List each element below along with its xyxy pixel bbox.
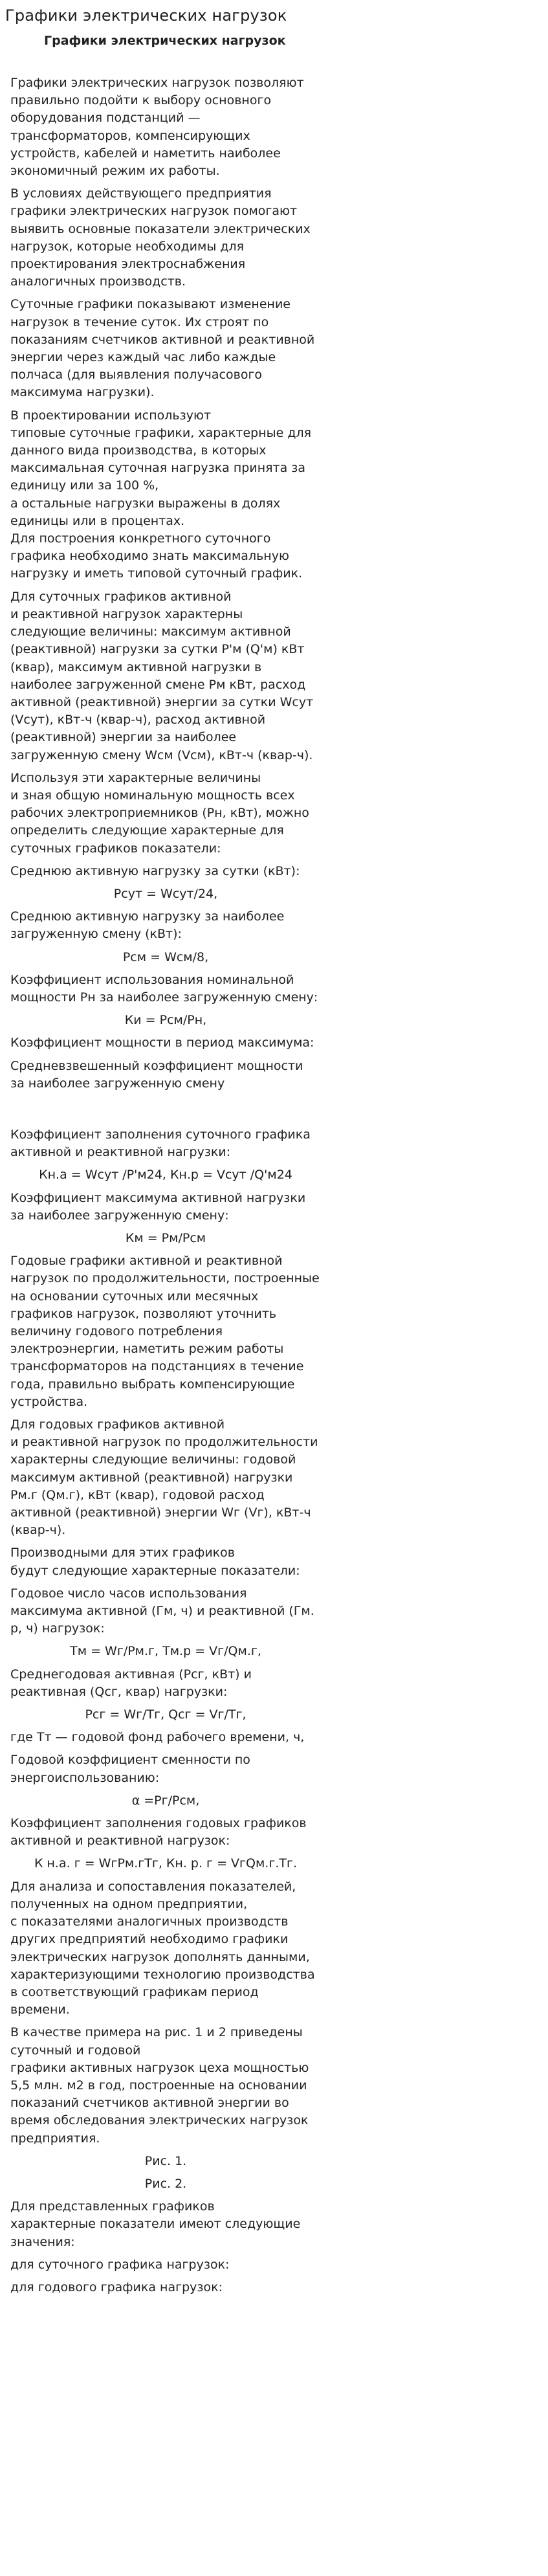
paragraph: Среднюю активную нагрузку за сутки (кВт): bbox=[10, 863, 300, 878]
paragraph: Производными для этих графиков будут следующие характерные показатели: bbox=[10, 1546, 300, 1578]
paragraph: Для анализа и сопоставления показателей, полученных на одном предприятии, с показателями аналогичных производств других предприятий необходимо графики электрических нагрузок дополнять данными, характеризующими технологию производства в соответствующий графикам период времени. bbox=[10, 1879, 315, 2017]
paragraph: Коэффициент максимума активной нагрузки за наиболее загруженную смену: bbox=[10, 1190, 306, 1223]
paragraph: Коэффициент мощности в период максимума: bbox=[10, 1036, 314, 1050]
article-body bbox=[10, 74, 321, 2302]
paragraph: Годовой коэффициент сменности по энергоиспользованию: bbox=[10, 1753, 250, 1785]
paragraph: Годовое число часов использования максимума активной (Гм, ч) и реактивной (Гм. р, ч) нагрузок: bbox=[10, 1586, 314, 1636]
paragraph: для суточного графика нагрузок: bbox=[10, 2257, 230, 2272]
paragraph: Средневзвешенный коэффициент мощности за наиболее загруженную смену bbox=[10, 1058, 303, 1091]
paragraph: Коэффициент заполнения суточного графика активной и реактивной нагрузки: bbox=[10, 1127, 311, 1160]
formula: Рсг = Wг/Тг, Qсг = Vг/Тг, bbox=[85, 1707, 247, 1722]
paragraph: Для суточных графиков активной и реактивной нагрузок характерны следующие величины: максимум активной (реактивной) нагрузки за сутки Р'м (Q'м) кВт (квар), максимум активной нагрузки в наиболее загруженной смене Рм кВт, расход активной (реактивной) энергии за сутки Wсут (Vсут), кВт-ч (квар-ч), расход активной (реактивной) энергии за наиболее загруженную смену Wсм (Vсм), кВт-ч (квар-ч). bbox=[10, 589, 314, 762]
paragraph: где Тт — годовой фонд рабочего времени, ч, bbox=[10, 1730, 305, 1745]
formula: Рсм = Wсм/8, bbox=[122, 949, 209, 964]
formula: α =Рг/Рсм, bbox=[131, 1793, 200, 1808]
paragraph: Для представленных графиков характерные показатели имеют следующие значения: bbox=[10, 2199, 301, 2249]
formula: Рсут = Wсут/24, bbox=[113, 886, 218, 901]
paragraph: Графики электрических нагрузок позволяют правильно подойти к выбору основного оборудования подстанций — трансформаторов, компенсирующих устройств, кабелей и наметить наиболее экономичный режим их работы. bbox=[10, 76, 304, 179]
formula: Рис. 2. bbox=[144, 2176, 187, 2191]
paragraph: Используя эти характерные величины и зная общую номинальную мощность всех рабочих электроприемников (Рн, кВт), можно определить следующие характерные для суточных графиков показатели: bbox=[10, 770, 309, 856]
paragraph: для годового графика нагрузок: bbox=[10, 2280, 223, 2294]
paragraph: Коэффициент использования номинальной мощности Рн за наиболее загруженную смену: bbox=[10, 972, 318, 1005]
formula: К н.а. г = WгРм.гТг, Кн. р. г = VгQм.г.Тг. bbox=[34, 1856, 297, 1871]
formula: Кн.а = Wсут /Р'м24, Кн.р = Vсут /Q'м24 bbox=[39, 1168, 292, 1183]
paragraph: Коэффициент заполнения годовых графиков активной и реактивной нагрузок: bbox=[10, 1816, 307, 1849]
formula: Ки = Рсм/Рн, bbox=[124, 1013, 207, 1028]
paragraph: Суточные графики показывают изменение нагрузок в течение суток. Их строят по показаниям счетчиков активной и реактивной энергии через каждый час либо каждые полчаса (для выявления получасового максимума нагрузки). bbox=[10, 297, 315, 400]
paragraph: Для годовых графиков активной и реактивной нагрузок по продолжительности характерны следующие величины: годовой максимум активной (реактивной) нагрузки Рм.г (Qм.г), кВт (квар), годовой расход активной (реактивной) энергии Wг (Vг), кВт-ч (квар-ч). bbox=[10, 1417, 318, 1538]
paragraph: В проектировании используют типовые суточные графики, характерные для данного вида производства, в которых максимальная суточная нагрузка принята за единицу или за 100 %, а остальные нагрузки выражены в долях единицы или в процентах. Для построения конкретного суточного графика необходимо знать максимальную нагрузку и иметь типовой суточный график. bbox=[10, 408, 312, 581]
paragraph: В качестве примера на рис. 1 и 2 приведены суточный и годовой графики активных нагрузок цеха мощностью 5,5 млн. м2 в год, построенные на основании показаний счетчиков активной энергии во время обследования электрических нагрузок предприятия. bbox=[10, 2025, 309, 2146]
page-title: Графики электрических нагрузок bbox=[5, 6, 287, 25]
formula: Км = Рм/Рсм bbox=[125, 1230, 206, 1245]
paragraph: Среднегодовая активная (Рсг, кВт) и реактивная (Qсг, квар) нагрузки: bbox=[10, 1667, 252, 1699]
formula: Тм = Wг/Рм.г, Тм.р = Vг/Qм.г, bbox=[70, 1644, 261, 1659]
paragraph: Годовые графики активной и реактивной нагрузок по продолжительности, построенные на основании суточных или месячных графиков нагрузок, позволяют уточнить величину годового потребления электроэнергии, наметить режим работы трансформаторов на подстанциях в течение года, правильно выбрать компенсирующие устройства. bbox=[10, 1254, 320, 1409]
article-subtitle: Графики электрических нагрузок bbox=[44, 34, 286, 48]
paragraph: В условиях действующего предприятия графики электрических нагрузок помогают выявить основные показатели электрических нагрузок, которые необходимы для проектирования электроснабжения аналогичных производств. bbox=[10, 186, 311, 289]
paragraph: Среднюю активную нагрузку за наиболее загруженную смену (кВт): bbox=[10, 909, 285, 942]
formula: Рис. 1. bbox=[144, 2153, 187, 2168]
